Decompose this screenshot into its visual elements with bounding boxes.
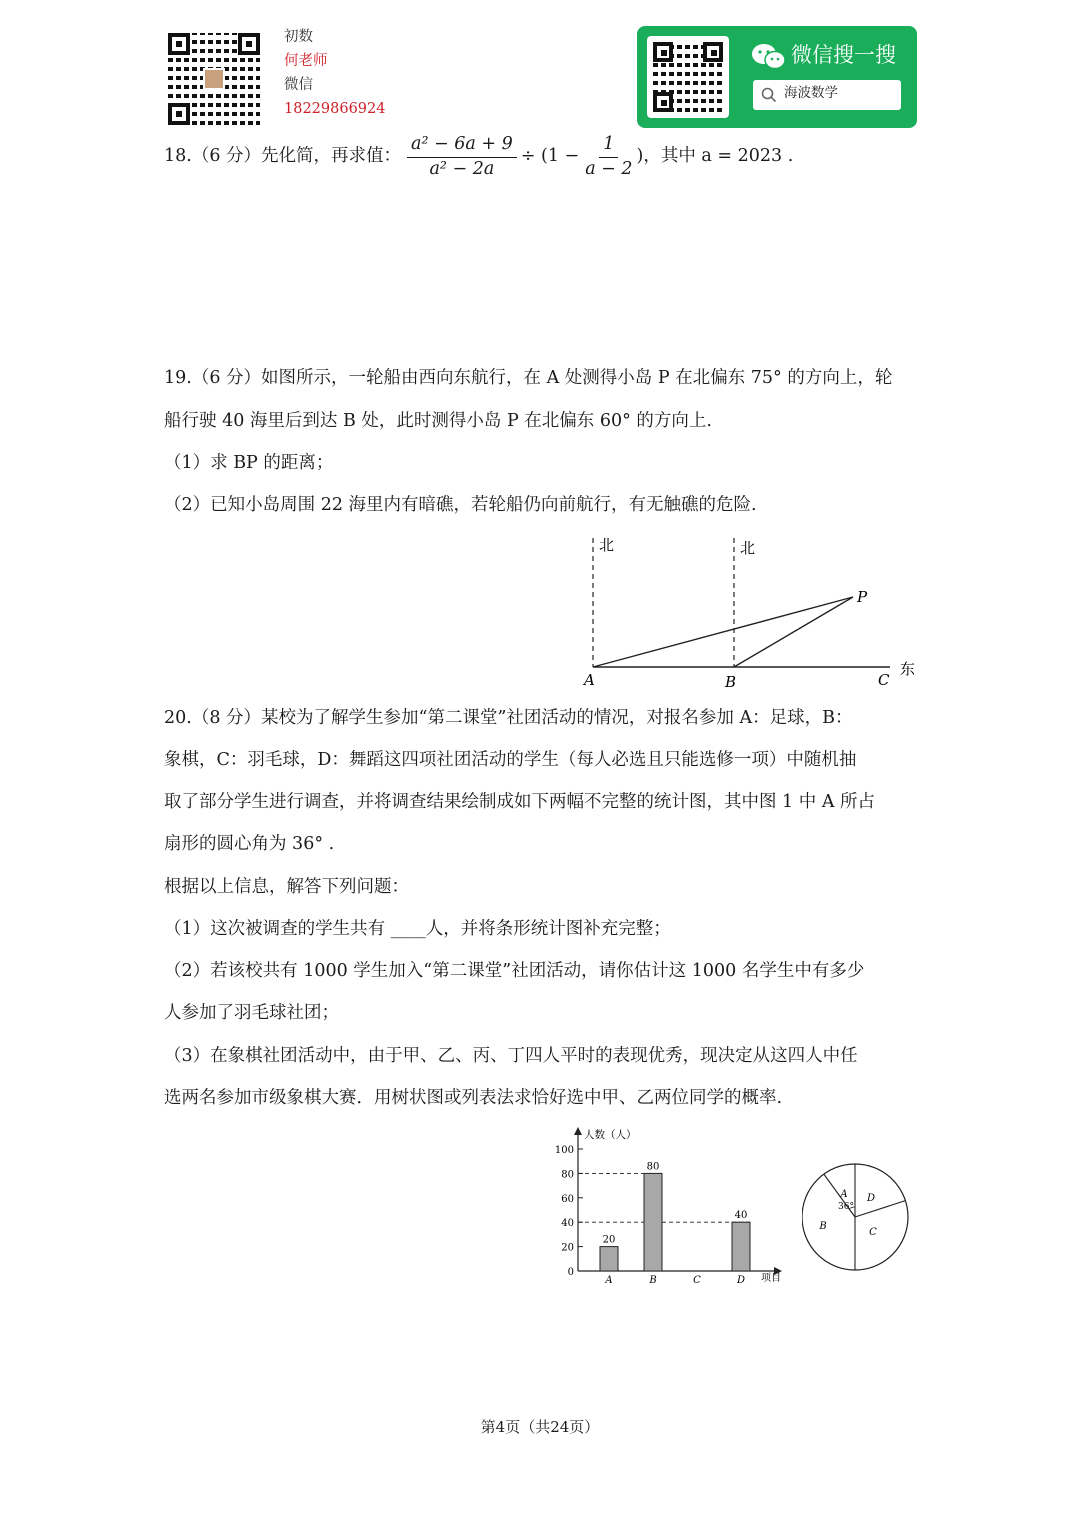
q20-line5: 根据以上信息，解答下列问题： [164,877,409,897]
bar-value-label: 80 [646,1161,660,1173]
q18-suffix: )，其中 a = 2023 . [636,146,794,167]
q18-fraction-2 [581,136,636,178]
q20-line3: 取了部分学生进行调查，并将调查结果绘制成如下两幅不完整的统计图，其中图 1 中 A 所占 [164,792,876,812]
pie-label-d: D [866,1193,876,1204]
label-point-B: B [725,673,737,690]
q18-middle: ÷ (1 − [520,146,580,167]
q20-line4: 扇形的圆心角为 36° . [164,834,335,854]
qr-code-left [168,33,260,125]
q20-part3a: （3）在象棋社团活动中，由于甲、乙、丙、丁四人平时的表现优秀，现决定从这四人中任 [164,1046,858,1066]
q19-line2: 船行驶 40 海里后到达 B 处，此时测得小岛 P 在北偏东 60° 的方向上. [164,411,712,431]
question-18 [164,136,793,178]
q19-figure [570,530,930,690]
y-axis-arrow [574,1127,582,1135]
pie-label-c: C [869,1227,877,1238]
label-point-P: P [857,588,868,606]
pie-chart [802,1160,922,1280]
wechat-search-text: 海波数学 [784,85,838,101]
q20-part3b: 选两名参加市级象棋大赛．用树状图或列表法求恰好选中甲、乙两位同学的概率. [164,1088,783,1108]
wechat-search-box[interactable] [753,80,901,110]
y-tick-label: 40 [561,1218,574,1230]
segment-AP [593,597,853,667]
q19-line1: 19.（6 分）如图所示，一轮船由西向东航行，在 A 处测得小岛 P 在北偏东 75° 的方向上，轮 [164,368,893,388]
q20-part2a: （2）若该校共有 1000 学生加入“第二课堂”社团活动，请你估计这 1000 名学生中有多少 [164,961,865,981]
avatar [203,68,225,90]
q18-frac2-numerator: 1 [599,136,618,158]
y-tick-label: 20 [561,1242,574,1254]
bar-value-label: 20 [602,1234,616,1246]
bar-value-label: 40 [734,1210,748,1222]
bar-d [732,1222,750,1271]
y-tick-label: 100 [554,1145,574,1156]
contact-line1: 初数 [284,29,313,45]
q18-fraction-1 [407,136,517,178]
label-north-1: 北 [599,536,615,554]
q20-part2b: 人参加了羽毛球社团； [164,1003,339,1023]
pie-label-a: A [840,1189,848,1200]
wechat-icon [751,43,787,71]
label-point-A: A [584,671,595,689]
contact-phone: 18229866924 [284,101,386,117]
y-tick-label: 0 [567,1267,574,1278]
q20-part1: （1）这次被调查的学生共有 ____人，并将条形统计图补充完整； [164,919,671,939]
y-tick-label: 60 [561,1193,574,1205]
wechat-search-title: 微信搜一搜 [791,43,896,67]
x-tick-label: B [649,1275,657,1285]
x-tick-label: D [736,1275,746,1285]
bar-chart [545,1125,795,1285]
x-axis-label: 项目 [761,1273,781,1284]
q19-part1: （1）求 BP 的距离； [164,453,334,473]
q18-frac1-denominator: a² − 2a [429,158,495,179]
search-icon [761,87,777,103]
segment-BP [734,597,853,667]
contact-line3: 微信 [284,77,313,93]
page-number: 第4页（共24页） [480,1418,600,1436]
x-tick-label: C [693,1275,701,1285]
pie-angle-label: 36° [838,1202,854,1212]
q18-frac2-denominator: a − 2 [585,158,633,179]
label-point-C: C [878,671,890,689]
y-tick-label: 80 [561,1169,574,1181]
bar-a [600,1247,618,1271]
q18-prefix: 18.（6 分）先化简，再求值： [164,146,402,167]
label-north-2: 北 [740,539,756,557]
bar-b [644,1173,662,1271]
q19-part2: （2）已知小岛周围 22 海里内有暗礁，若轮船仍向前航行，有无触礁的危险. [164,495,757,515]
pie-label-b: B [819,1221,827,1232]
contact-teacher: 何老师 [284,53,328,69]
q18-frac1-numerator: a² − 6a + 9 [407,136,517,158]
q20-line2: 象棋，C：羽毛球，D：舞蹈这四项社团活动的学生（每人必选且只能选修一项）中随机抽 [164,750,857,770]
x-tick-label: A [605,1275,613,1285]
q20-line1: 20.（8 分）某校为了解学生参加“第二课堂”社团活动的情况，对报名参加 A：足球，B： [164,708,853,728]
label-east: 东 [900,660,916,678]
qr-code-right [647,36,729,118]
y-axis-label: 人数（人） [584,1129,637,1141]
wechat-search-banner[interactable] [637,26,917,128]
